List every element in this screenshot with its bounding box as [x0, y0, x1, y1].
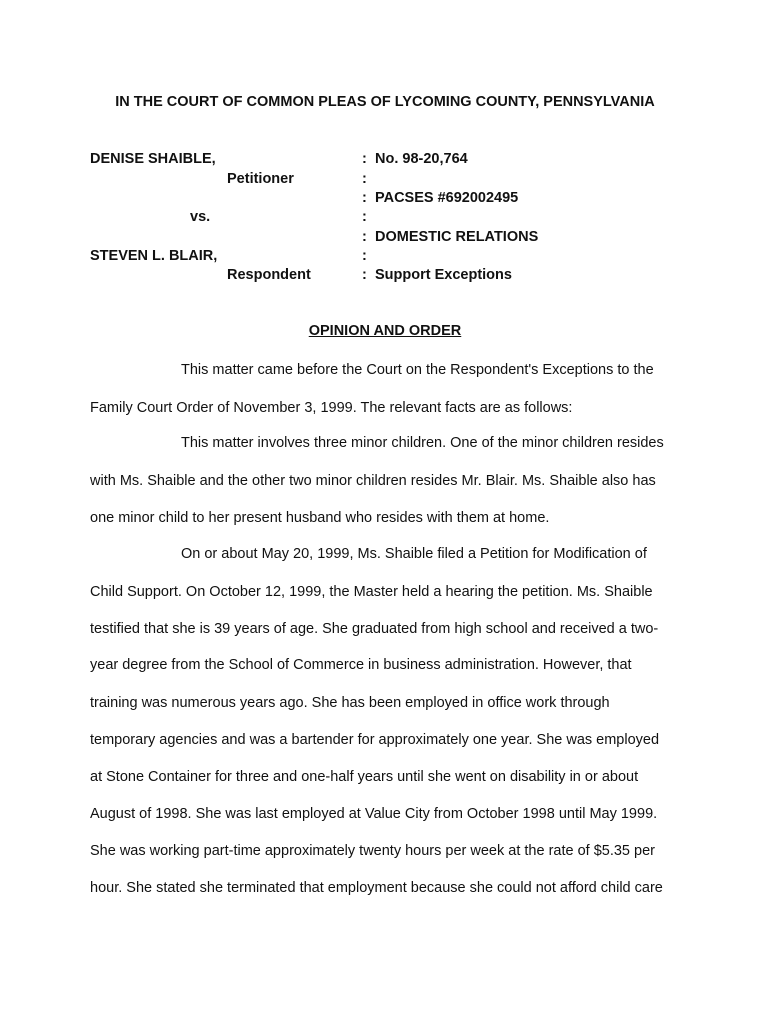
caption-colon: : — [362, 248, 367, 264]
body-line: at Stone Container for three and one-half years until she went on disability in or about — [90, 769, 639, 785]
body-line: This matter came before the Court on the Respondent's Exceptions to the — [181, 362, 654, 378]
respondent-name: STEVEN L. BLAIR, — [90, 248, 218, 264]
caption-colon: : — [362, 151, 367, 167]
body-line: This matter involves three minor children. One of the minor children resides — [181, 435, 664, 451]
petitioner-role: Petitioner — [227, 171, 294, 187]
caption-colon: : — [362, 267, 367, 283]
case-number: No. 98-20,764 — [375, 151, 468, 167]
caption-colon: : — [362, 171, 367, 187]
body-line: Child Support. On October 12, 1999, the Master held a hearing the petition. Ms. Shaible — [90, 584, 653, 600]
body-line: testified that she is 39 years of age. She graduated from high school and received a two- — [90, 621, 659, 637]
body-line: training was numerous years ago. She has been employed in office work through — [90, 695, 610, 711]
respondent-role: Respondent — [227, 267, 311, 283]
body-line: Family Court Order of November 3, 1999. The relevant facts are as follows: — [90, 400, 573, 416]
opinion-title: OPINION AND ORDER — [308, 323, 462, 339]
body-line: temporary agencies and was a bartender for approximately one year. She was employed — [90, 732, 660, 748]
body-line: with Ms. Shaible and the other two minor children resides Mr. Blair. Ms. Shaible also has — [90, 473, 656, 489]
body-line: year degree from the School of Commerce in business administration. However, that — [90, 657, 632, 673]
caption-colon: : — [362, 190, 367, 206]
body-line: August of 1998. She was last employed at Value City from October 1998 until May 1999. — [90, 806, 658, 822]
body-line: hour. She stated she terminated that employment because she could not afford child care — [90, 880, 663, 896]
body-line: On or about May 20, 1999, Ms. Shaible filed a Petition for Modification of — [181, 546, 647, 562]
body-line: one minor child to her present husband who resides with them at home. — [90, 510, 550, 526]
petitioner-name: DENISE SHAIBLE, — [90, 151, 216, 167]
court-heading: IN THE COURT OF COMMON PLEAS OF LYCOMING COUNTY, PENNSYLVANIA — [115, 94, 655, 110]
pacses-number: PACSES #692002495 — [375, 190, 519, 206]
division-label: DOMESTIC RELATIONS — [375, 229, 539, 245]
caption-colon: : — [362, 209, 367, 225]
body-line: She was working part-time approximately twenty hours per week at the rate of $5.35 per — [90, 843, 655, 859]
versus-label: vs. — [190, 209, 211, 225]
matter-label: Support Exceptions — [375, 267, 512, 283]
caption-colon: : — [362, 229, 367, 245]
